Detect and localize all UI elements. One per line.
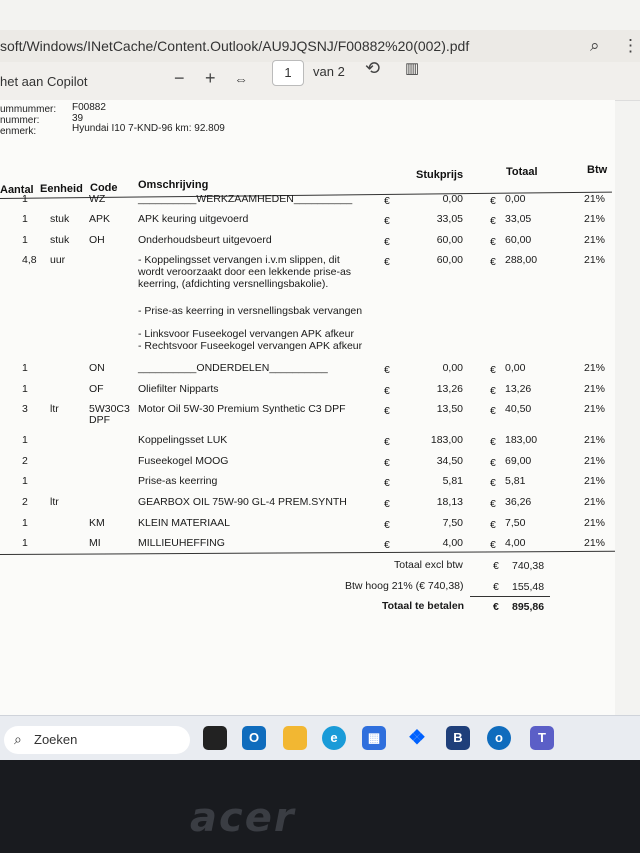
cell-currency: € xyxy=(490,405,496,417)
description-continuation: wordt veroorzaakt door een lekkende prise-as xyxy=(138,266,352,278)
dropbox-icon[interactable]: ❖ xyxy=(408,727,426,749)
cell-stukprijs: 18,13 xyxy=(436,496,463,508)
cell-stukprijs: 13,26 xyxy=(436,383,463,395)
cell-currency: € xyxy=(384,457,390,469)
cell-stukprijs: 4,00 xyxy=(442,537,463,549)
cell-omschrijving: __________WERKZAAMHEDEN__________ xyxy=(138,193,353,205)
cell-currency: € xyxy=(384,215,390,227)
cell-btw: 21% xyxy=(584,455,606,467)
cell-stukprijs: 60,00 xyxy=(436,254,463,266)
cell-code: KM xyxy=(89,517,105,529)
cell-btw: 21% xyxy=(584,434,606,446)
cell-aantal: 1 xyxy=(22,213,28,225)
cell-omschrijving: Oliefilter Nipparts xyxy=(138,383,219,395)
cell-currency: € xyxy=(384,498,390,510)
total-excl-value: 740,38 xyxy=(512,560,545,572)
cell-aantal: 2 xyxy=(22,496,28,508)
cell-aantal: 1 xyxy=(22,537,28,549)
cell-omschrijving: GEARBOX OIL 75W-90 GL-4 PREM.SYNTH xyxy=(138,496,347,508)
cell-currency: € xyxy=(490,256,496,268)
cell-btw: 21% xyxy=(584,403,606,415)
more-icon[interactable]: ⋮ xyxy=(622,36,639,55)
cell-eenheid: ltr xyxy=(50,403,59,415)
cell-currency: € xyxy=(490,436,496,448)
cell-currency: € xyxy=(384,195,390,207)
cell-aantal: 1 xyxy=(22,193,28,205)
code-continuation: DPF xyxy=(89,414,110,426)
cell-totaal: 7,50 xyxy=(505,517,526,529)
file-explorer-icon[interactable] xyxy=(283,726,307,750)
pdf-toolbar xyxy=(0,58,640,101)
col-code: Code xyxy=(90,182,118,194)
cell-stukprijs: 33,05 xyxy=(436,213,463,225)
pdf-page xyxy=(0,100,615,715)
search-icon: ⌕ xyxy=(14,731,22,747)
total-excl-currency: € xyxy=(493,560,499,572)
cell-currency: € xyxy=(490,385,496,397)
cell-btw: 21% xyxy=(584,234,606,246)
description-continuation: - Rechtsvoor Fuseekogel vervangen APK afkeur xyxy=(138,340,363,352)
cell-stukprijs: 34,50 xyxy=(436,455,463,467)
cell-currency: € xyxy=(384,539,390,551)
cell-currency: € xyxy=(384,364,390,376)
cell-currency: € xyxy=(384,436,390,448)
cell-aantal: 1 xyxy=(22,475,28,487)
cell-stukprijs: 183,00 xyxy=(430,434,463,446)
teams-icon[interactable]: T xyxy=(530,726,554,750)
b-app-icon[interactable]: B xyxy=(446,726,470,750)
cell-totaal: 60,00 xyxy=(505,234,532,246)
cell-currency: € xyxy=(490,236,496,248)
cell-currency: € xyxy=(490,215,496,227)
cell-currency: € xyxy=(490,195,496,207)
cell-currency: € xyxy=(384,256,390,268)
taskbar xyxy=(0,715,640,760)
cell-currency: € xyxy=(384,519,390,531)
cell-eenheid: uur xyxy=(50,254,66,266)
taskbar-search[interactable] xyxy=(4,726,190,754)
totals-divider xyxy=(0,551,615,555)
cell-totaal: 33,05 xyxy=(505,213,532,225)
file-manager-icon[interactable] xyxy=(203,726,227,750)
description-continuation: keerring, (afdichting versnellingsbakolie). xyxy=(138,278,329,290)
rotate-icon[interactable]: ⟲ xyxy=(365,58,381,78)
cell-btw: 21% xyxy=(584,475,606,487)
header-label-reference: enmerk: xyxy=(0,126,37,137)
col-aantal: Aantal xyxy=(0,184,34,196)
cell-currency: € xyxy=(490,498,496,510)
cell-aantal: 1 xyxy=(22,517,28,529)
cell-aantal: 1 xyxy=(22,234,28,246)
cell-eenheid: stuk xyxy=(50,234,70,246)
description-continuation: - Linksvoor Fuseekogel vervangen APK afkeur xyxy=(138,328,354,340)
cell-code: ON xyxy=(89,362,105,374)
col-btw: Btw xyxy=(587,164,608,176)
cell-currency: € xyxy=(384,236,390,248)
file-path: soft/Windows/INetCache/Content.Outlook/AU9JQSNJ/F00882%20(002).pdf xyxy=(0,38,470,54)
btw-value: 155,48 xyxy=(512,581,545,593)
search-label: Zoeken xyxy=(34,732,78,747)
cell-currency: € xyxy=(490,539,496,551)
cell-currency: € xyxy=(384,405,390,417)
header-value-number: 39 xyxy=(72,113,84,124)
store-icon[interactable]: ▦ xyxy=(362,726,386,750)
cell-currency: € xyxy=(490,519,496,531)
cell-omschrijving: KLEIN MATERIAAL xyxy=(138,517,230,529)
cell-totaal: 0,00 xyxy=(505,362,526,374)
cell-aantal: 3 xyxy=(22,403,28,415)
cell-btw: 21% xyxy=(584,213,606,225)
cell-btw: 21% xyxy=(584,496,606,508)
col-stukprijs: Stukprijs xyxy=(416,169,464,181)
cell-omschrijving: __________ONDERDELEN__________ xyxy=(138,362,328,374)
cell-stukprijs: 60,00 xyxy=(436,234,463,246)
zoom-in-button[interactable]: + xyxy=(205,68,216,88)
acer-logo: acer xyxy=(190,795,296,841)
zoom-out-button[interactable]: − xyxy=(174,68,185,88)
cell-omschrijving: Fuseekogel MOOG xyxy=(138,455,229,467)
cell-code: OH xyxy=(89,234,105,246)
cell-btw: 21% xyxy=(584,254,606,266)
page-view-icon[interactable]: ▥ xyxy=(405,60,420,77)
cell-currency: € xyxy=(490,364,496,376)
cell-currency: € xyxy=(384,385,390,397)
cell-totaal: 288,00 xyxy=(505,254,538,266)
cell-aantal: 4,8 xyxy=(22,254,37,266)
search-icon[interactable]: ⌕ xyxy=(590,36,600,55)
grand-total-value: 895,86 xyxy=(512,601,545,613)
page-number-input[interactable]: 1 xyxy=(272,60,304,86)
cell-aantal: 1 xyxy=(22,383,28,395)
cell-btw: 21% xyxy=(584,517,606,529)
cell-aantal: 1 xyxy=(22,362,28,374)
col-eenheid: Eenheid xyxy=(40,183,83,195)
fit-width-icon[interactable]: ⇔ xyxy=(234,71,248,87)
cell-currency: € xyxy=(490,457,496,469)
cell-stukprijs: 0,00 xyxy=(442,362,463,374)
laptop-bezel xyxy=(0,760,640,853)
edge-icon[interactable]: e xyxy=(322,726,346,750)
cell-totaal: 13,26 xyxy=(505,383,532,395)
grand-total-rule xyxy=(470,596,550,597)
cell-omschrijving: Prise-as keerring xyxy=(138,475,218,487)
cell-totaal: 36,26 xyxy=(505,496,532,508)
cell-omschrijving: APK keuring uitgevoerd xyxy=(138,213,249,225)
cell-totaal: 4,00 xyxy=(505,537,526,549)
cell-currency: € xyxy=(384,477,390,489)
cell-code: OF xyxy=(89,383,104,395)
cell-code: WZ xyxy=(89,193,106,205)
cell-aantal: 1 xyxy=(22,434,28,446)
cell-totaal: 69,00 xyxy=(505,455,532,467)
header-value-invoice: F00882 xyxy=(72,102,106,113)
header-label-invoice: ummummer: xyxy=(0,104,57,115)
col-totaal: Totaal xyxy=(506,166,538,178)
cell-stukprijs: 13,50 xyxy=(436,403,463,415)
header-label-number: nummer: xyxy=(0,115,40,126)
cell-code: MI xyxy=(89,537,101,549)
cell-btw: 21% xyxy=(584,537,606,549)
cell-totaal: 40,50 xyxy=(505,403,532,415)
cell-totaal: 0,00 xyxy=(505,193,526,205)
cell-omschrijving: MILLIEUHEFFING xyxy=(138,537,225,549)
btw-currency: € xyxy=(493,581,499,593)
window-titlebar xyxy=(0,30,640,62)
cell-omschrijving: Koppelingsset LUK xyxy=(138,434,228,446)
cell-omschrijving: Onderhoudsbeurt uitgevoerd xyxy=(138,234,272,246)
cell-btw: 21% xyxy=(584,193,606,205)
total-excl-label: Totaal excl btw xyxy=(394,559,463,571)
cell-code: APK xyxy=(89,213,111,225)
cell-stukprijs: 5,81 xyxy=(442,475,463,487)
cell-totaal: 5,81 xyxy=(505,475,526,487)
outlook-icon[interactable]: O xyxy=(242,726,266,750)
cell-btw: 21% xyxy=(584,362,606,374)
cell-stukprijs: 7,50 xyxy=(442,517,463,529)
cell-stukprijs: 0,00 xyxy=(442,193,463,205)
btw-label: Btw hoog 21% (€ 740,38) xyxy=(345,580,464,592)
header-value-reference: Hyundai I10 7-KND-96 km: 92.809 xyxy=(72,123,225,134)
cell-eenheid: ltr xyxy=(50,496,59,508)
page-total-label: van 2 xyxy=(313,64,345,79)
grand-total-currency: € xyxy=(493,601,499,613)
cell-currency: € xyxy=(490,477,496,489)
cell-code: 5W30C3 xyxy=(89,403,130,415)
description-continuation: - Prise-as keerring in versnellingsbak vervangen xyxy=(138,305,363,317)
copilot-button[interactable]: het aan Copilot xyxy=(0,74,88,89)
grand-total-label: Totaal te betalen xyxy=(382,600,465,612)
cell-btw: 21% xyxy=(584,383,606,395)
cell-eenheid: stuk xyxy=(50,213,70,225)
cell-omschrijving: - Koppelingsset vervangen i.v.m slippen, dit xyxy=(138,254,340,266)
outlook-new-icon[interactable]: o xyxy=(487,726,511,750)
cell-totaal: 183,00 xyxy=(505,434,538,446)
col-omschrijving: Omschrijving xyxy=(138,179,209,191)
cell-omschrijving: Motor Oil 5W-30 Premium Synthetic C3 DPF xyxy=(138,403,346,415)
cell-aantal: 2 xyxy=(22,455,28,467)
